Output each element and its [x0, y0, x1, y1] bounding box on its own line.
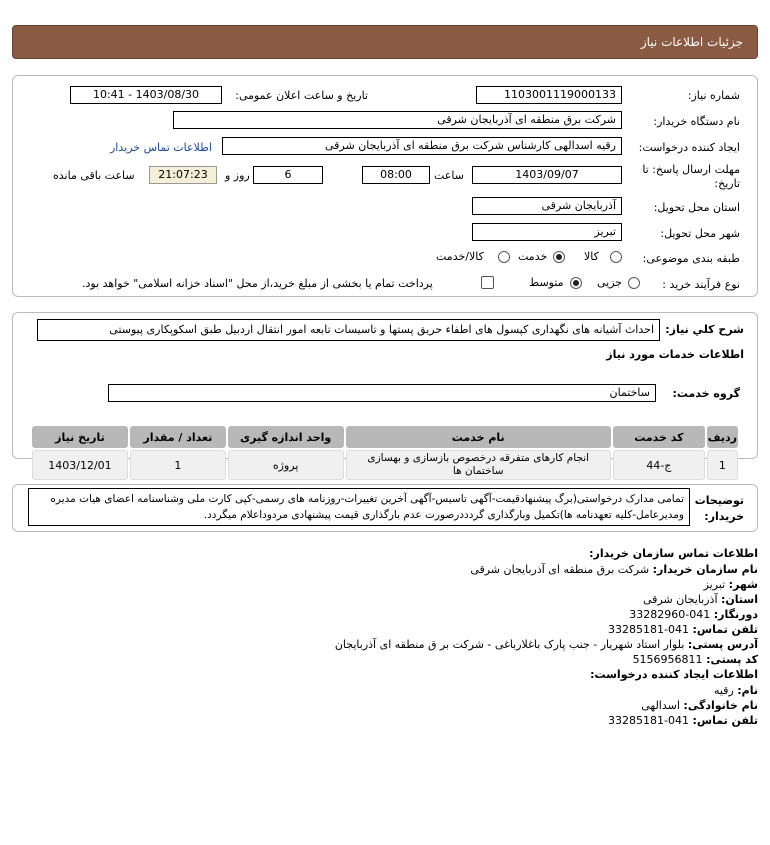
table-row: [32, 450, 738, 480]
province-field: آذربایجان شرقی: [472, 197, 622, 215]
description-field: احداث آشیانه های نگهداری کپسول های اطفاء حریق پستها و تاسیسات تابعه امور انتقال اردبیل طبق اسکوپکاری پیوستی: [37, 319, 660, 341]
creator-first-name-value: رقیه: [713, 684, 734, 697]
org-city-label: شهر:: [728, 578, 758, 591]
time-label: ساعت: [434, 169, 464, 182]
org-address-line: [335, 638, 758, 651]
days-label: روز و: [225, 169, 250, 182]
category-option-goods: کالا: [584, 250, 599, 263]
org-fax-value: 041-33282960: [629, 608, 711, 621]
category-label: طبقه بندی موضوعی:: [642, 252, 740, 265]
cell-qty: 1: [130, 450, 226, 480]
services-table: [30, 424, 740, 482]
org-phone-line: [608, 623, 758, 636]
deadline-label-2: تاریخ:: [714, 177, 740, 190]
process-radio-medium[interactable]: [570, 277, 582, 289]
category-radio-service[interactable]: [553, 251, 565, 263]
creator-phone-label: تلفن تماس:: [692, 714, 758, 727]
creator-field: رقیه اسدالهی کارشناس شرکت برق منطقه ای آذربایجان شرقی: [222, 137, 622, 155]
creator-first-name-label: نام:: [737, 684, 758, 697]
org-postal-line: [633, 653, 758, 666]
org-phone-value: 041-33285181: [608, 623, 690, 636]
services-section-title: اطلاعات خدمات مورد نیاز: [606, 348, 744, 361]
org-name-value: شرکت برق منطقه ای آذربایجان شرقی: [470, 563, 650, 576]
org-contact-section-title: اطلاعات تماس سازمان خریدار:: [589, 547, 758, 560]
creator-contact-section-title: اطلاعات ایجاد کننده درخواست:: [590, 668, 758, 681]
category-radio-both[interactable]: [498, 251, 510, 263]
org-fax-label: دورنگار:: [713, 608, 758, 621]
category-option-service: خدمت: [518, 250, 548, 263]
cell-row: 1: [707, 450, 738, 480]
service-group-label: گروه خدمت:: [672, 387, 740, 400]
buyer-notes-text: تمامی مدارک درخواستی(برگ پیشنهادقیمت-آگهی تاسیس-آگهی آخرین تغییرات-روزنامه های رسمی-کپی کارت ملی وشناسنامه اعضای هیات مدیره ومدیرعامل-کلیه تعهدنامه ها)تکمیل وبارگذاری گردددرصورت عدم بارگذاری قیمت پیشنهادی مردوداعلام میگردد.: [28, 488, 690, 526]
need-number-field: 1103001119000133: [476, 86, 622, 104]
col-unit: واحد اندازه گیری: [228, 426, 344, 448]
org-name-line: [470, 563, 758, 576]
announce-field: 1403/08/30 - 10:41: [70, 86, 222, 104]
org-province-value: آذربایجان شرقی: [643, 593, 718, 606]
cell-name: انجام کارهای متفرقه درخصوص بازسازی و بهسازی ساختمان ها: [346, 450, 611, 480]
buyer-contact-link[interactable]: اطلاعات تماس خریدار: [110, 141, 212, 154]
col-name: نام خدمت: [346, 426, 611, 448]
remaining-time-field: 21:07:23: [149, 166, 217, 184]
creator-last-name-label: نام خانوادگی:: [683, 699, 758, 712]
days-field: 6: [253, 166, 323, 184]
org-postal-label: کد پستی:: [706, 653, 758, 666]
org-province-label: استان:: [721, 593, 758, 606]
org-address-label: آدرس پستی:: [687, 638, 758, 651]
cell-unit: پروژه: [228, 450, 344, 480]
description-label: شرح کلي نیاز:: [665, 323, 744, 336]
org-phone-label: تلفن تماس:: [692, 623, 758, 636]
buyer-notes-label-1: توضیحات: [694, 494, 744, 507]
city-field: تبریز: [472, 223, 622, 241]
org-fax-line: [629, 608, 758, 621]
org-city-line: [704, 578, 758, 591]
treasury-payment-checkbox[interactable]: [481, 276, 494, 289]
col-qty: تعداد / مقدار: [130, 426, 226, 448]
announce-label: تاریخ و ساعت اعلان عمومی:: [235, 89, 368, 102]
org-name-label: نام سازمان خریدار:: [652, 563, 758, 576]
creator-phone-line: [608, 714, 758, 727]
deadline-date-field: 1403/09/07: [472, 166, 622, 184]
col-code: کد خدمت: [613, 426, 705, 448]
payment-note: پرداخت تمام یا بخشی از مبلغ خرید،از محل "اسناد خزانه اسلامی" خواهد بود.: [82, 277, 433, 290]
process-option-minor: جزیی: [597, 276, 623, 289]
creator-label: ایجاد کننده درخواست:: [638, 141, 740, 154]
process-option-medium: متوسط: [529, 276, 564, 289]
category-option-both: کالا/خدمت: [436, 250, 484, 263]
buyer-notes-label-2: خریدار:: [704, 510, 744, 523]
creator-last-name-line: [641, 699, 758, 712]
need-number-label: شماره نیاز:: [687, 89, 740, 102]
cell-code: ج-44: [613, 450, 705, 480]
province-label: استان محل تحویل:: [653, 201, 740, 214]
creator-phone-value: 041-33285181: [608, 714, 690, 727]
process-radio-minor[interactable]: [628, 277, 640, 289]
page-header: [12, 25, 758, 59]
creator-first-name-line: [714, 684, 758, 697]
org-province-line: [643, 593, 758, 606]
category-radio-goods[interactable]: [610, 251, 622, 263]
buyer-org-field: شرکت برق منطقه ای آذربایجان شرقی: [173, 111, 622, 129]
deadline-time-field: 08:00: [362, 166, 430, 184]
remaining-label: ساعت باقی مانده: [53, 169, 135, 182]
org-city-value: تبریز: [703, 578, 726, 591]
city-label: شهر محل تحویل:: [660, 227, 740, 240]
page-title: جزئیات اطلاعات نیاز: [640, 35, 743, 49]
org-address-value: بلوار استاد شهریار - جنب پارک باغلارباغی - شرکت بر ق منطقه ای آذربایجان: [334, 638, 685, 651]
buyer-org-label: نام دستگاه خریدار:: [653, 115, 740, 128]
table-header-row: [32, 426, 738, 448]
col-row: ردیف: [707, 426, 738, 448]
process-label: نوع فرآیند خرید :: [662, 278, 740, 291]
creator-last-name-value: اسدالهی: [641, 699, 680, 712]
org-postal-value: 5156956811: [632, 653, 703, 666]
cell-date: 1403/12/01: [32, 450, 128, 480]
col-date: تاریخ نیاز: [32, 426, 128, 448]
service-group-field: ساختمان: [108, 384, 656, 402]
deadline-label-1: مهلت ارسال پاسخ: تا: [642, 163, 740, 176]
